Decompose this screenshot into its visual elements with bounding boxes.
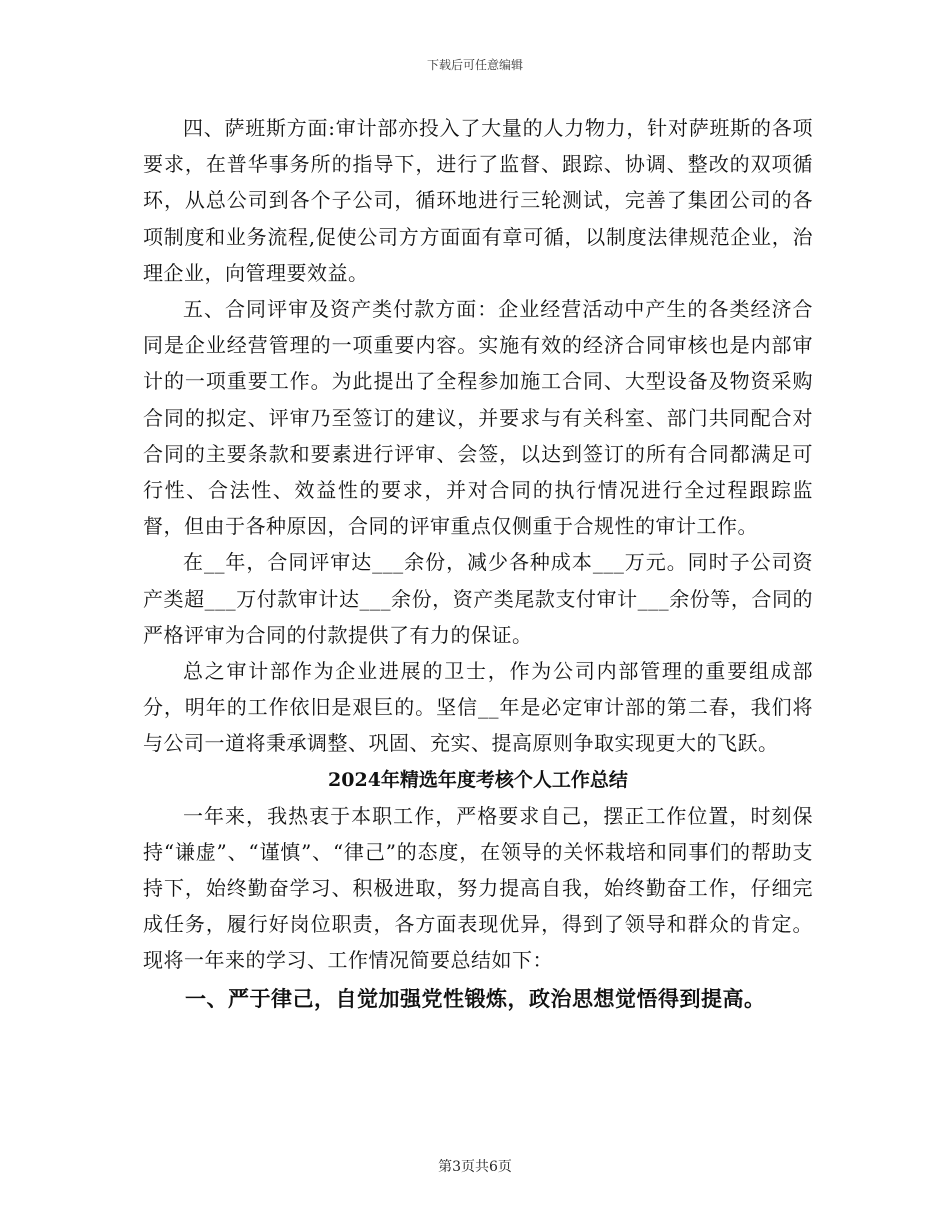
section-heading-1: 一、严于律己，自觉加强党性锻炼，政治思想觉悟得到提高。 xyxy=(185,985,766,1011)
paragraph-sox: 四、萨班斯方面:审计部亦投入了大量的人力物力，针对萨班斯的各项要求，在普华事务所的指导下，进行了监督、跟踪、协调、整改的双项循环，从总公司到各个子公司，循环地进行三轮测试，完善了集团公司的各项制度和业务流程,促使公司方方面面有章可循，以制度法律规范企业，治理企业，向管理要效益。 xyxy=(143,116,813,285)
paragraph-contract-stats: 在__年，合同评审达___余份，减少各种成本___万元。同时子公司资产类超___万付款审计达___余份，资产类尾款支付审计___余份等，合同的严格评审为合同的付款提供了有力的保证。 xyxy=(143,550,813,647)
document-body xyxy=(143,110,813,1019)
paragraph-conclusion: 总之审计部作为企业进展的卫士，作为公司内部管理的重要组成部分，明年的工作依旧是艰巨的。坚信__年是必定审计部的第二春，我们将与公司一道将秉承调整、巩固、充实、提高原则争取实现更大的飞跃。 xyxy=(143,659,813,756)
page-footer: 第3页共6页 xyxy=(438,1159,512,1175)
document-title: 2024年精选年度考核个人工作总结 xyxy=(328,768,628,791)
page-header: 下载后可任意编辑 xyxy=(426,58,523,72)
paragraph-intro: 一年来，我热衷于本职工作，严格要求自己，摆正工作位置，时刻保持“谦虚”、“谨慎”、“律己”的态度，在领导的关怀栽培和同事们的帮助支持下，始终勤奋学习、积极进取，努力提高自我，始终勤奋工作，仔细完成任务，履行好岗位职责，各方面表现优异，得到了领导和群众的肯定。现将一年来的学习、工作情况简要总结如下： xyxy=(143,803,813,973)
paragraph-contract-review: 五、合同评审及资产类付款方面：企业经营活动中产生的各类经济合同是企业经营管理的一项重要内容。实施有效的经济合同审核也是内部审计的一项重要工作。为此提出了全程参加施工合同、大型设备及物资采购合同的拟定、评审乃至签订的建议，并要求与有关科室、部门共同配合对合同的主要条款和要素进行评审、会签，以达到签订的所有合同都满足可行性、合法性、效益性的要求，并对合同的执行情况进行全过程跟踪监督，但由于各种原因，合同的评审重点仅侧重于合规性的审计工作。 xyxy=(143,297,813,539)
